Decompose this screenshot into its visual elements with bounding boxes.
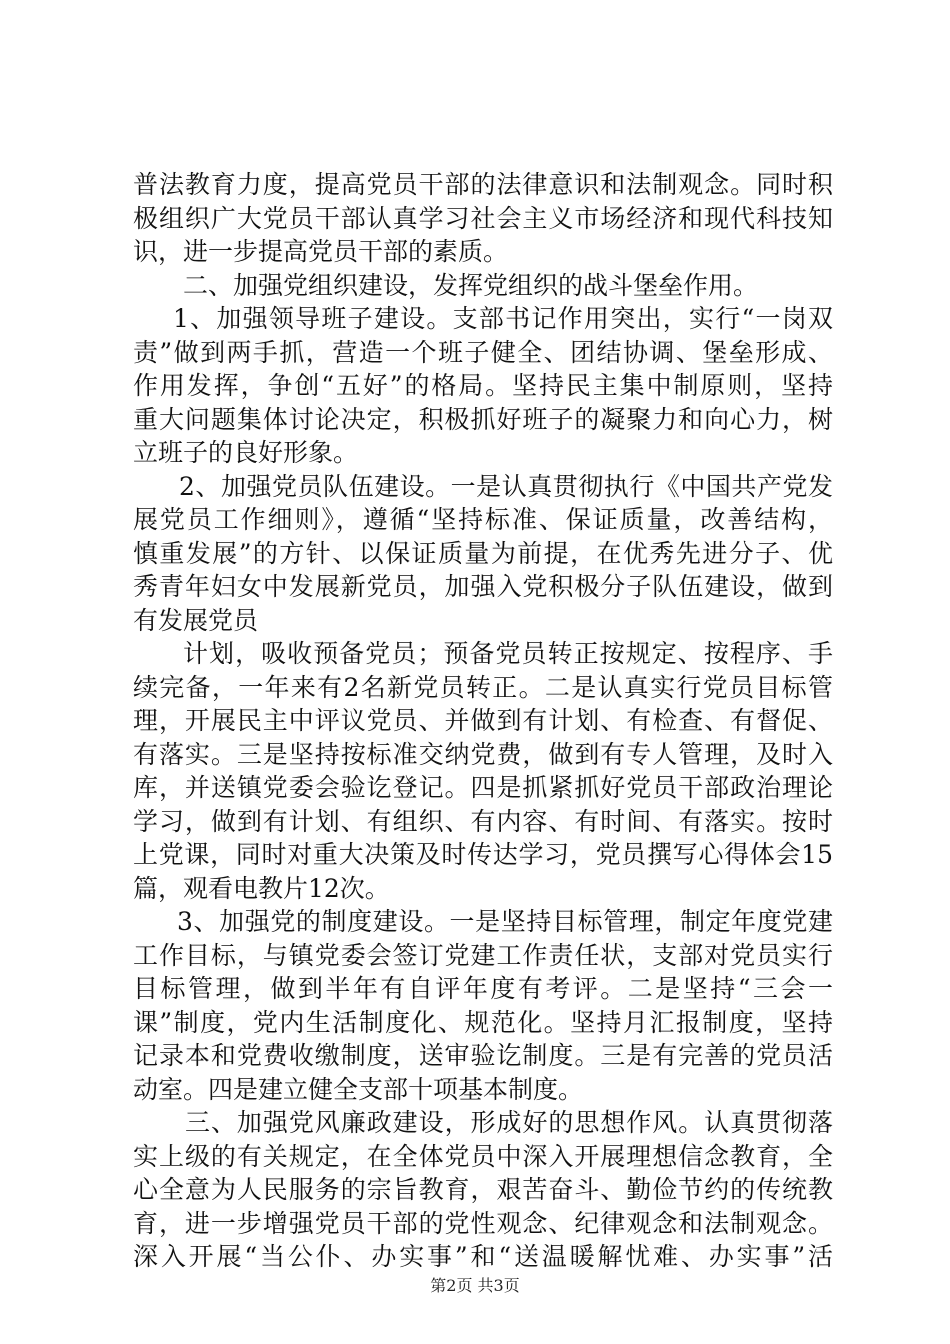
text-line: 秀青年妇女中发展新党员，加强入党积极分子队伍建设，做到	[133, 572, 833, 601]
text-line: 目标管理，做到半年有自评年度有考评。二是坚持“三会一	[133, 974, 833, 1003]
text-line: 普法教育力度，提高党员干部的法律意识和法制观念。同时积	[133, 170, 833, 199]
text-line: 慎重发展”的方针、以保证质量为前提，在优秀先进分子、优	[133, 538, 833, 568]
text-line: 工作目标，与镇党委会签订党建工作责任状，支部对党员实行	[133, 940, 833, 970]
text-line: 动室。四是建立健全支部十项基本制度。	[133, 1074, 584, 1104]
document-body	[133, 168, 833, 1274]
text-line: 责”做到两手抓，营造一个班子健全、团结协调、堡垒形成、	[133, 337, 833, 367]
text-line: 有落实。三是坚持按标准交纳党费，做到有专人管理，及时入	[133, 739, 833, 769]
text-line: 1、加强领导班子建设。支部书记作用突出，实行“一岗双	[173, 304, 833, 333]
text-line: 有发展党员	[133, 605, 259, 635]
text-line: 立班子的良好形象。	[133, 438, 359, 467]
text-line: 续完备，一年来有2名新党员转正。二是认真实行党员目标管	[133, 672, 833, 702]
text-line: 作用发挥，争创“五好”的格局。坚持民主集中制原则，坚持	[133, 371, 833, 400]
text-line: 展党员工作细则》，遵循“坚持标准、保证质量，改善结构，	[133, 505, 833, 534]
text-line: 课”制度，党内生活制度化、规范化。坚持月汇报制度，坚持	[133, 1007, 833, 1037]
text-line: 三、加强党风廉政建设，形成好的思想作风。认真贯彻落	[185, 1108, 833, 1137]
text-line: 极组织广大党员干部认真学习社会主义市场经济和现代科技知	[133, 203, 833, 233]
text-line: 记录本和党费收缴制度，送审验讫制度。三是有完善的党员活	[133, 1041, 833, 1070]
text-line: 3、加强党的制度建设。一是坚持目标管理，制定年度党建	[177, 907, 833, 936]
text-line: 心全意为人民服务的宗旨教育，艰苦奋斗、勤俭节约的传统教	[133, 1175, 833, 1204]
text-line: 二、加强党组织建设，发挥党组织的战斗堡垒作用。	[183, 270, 759, 300]
text-line: 上党课，同时对重大决策及时传达学习，党员撰写心得体会15	[133, 840, 833, 869]
text-line: 实上级的有关规定，在全体党员中深入开展理想信念教育，全	[133, 1141, 833, 1171]
text-line: 2、加强党员队伍建设。一是认真贯彻执行《中国共产党发	[179, 471, 833, 501]
text-line: 学习，做到有计划、有组织、有内容、有时间、有落实。按时	[133, 806, 833, 836]
page-number-footer: 第2页 共3页	[430, 1276, 520, 1295]
text-line: 识，进一步提高党员干部的素质。	[133, 237, 509, 266]
text-line: 篇，观看电教片12次。	[133, 873, 390, 903]
text-line: 深入开展“当公仆、办实事”和“送温暖解忧难、办实事”活	[133, 1242, 833, 1271]
text-line: 理，开展民主中评议党员、并做到有计划、有检查、有督促、	[133, 706, 833, 735]
text-line: 计划，吸收预备党员；预备党员转正按规定、按程序、手	[183, 639, 833, 668]
text-line: 重大问题集体讨论决定，积极抓好班子的凝聚力和向心力，树	[133, 404, 833, 434]
text-line: 育，进一步增强党员干部的党性观念、纪律观念和法制观念。	[133, 1208, 833, 1238]
text-line: 库，并送镇党委会验讫登记。四是抓紧抓好党员干部政治理论	[133, 773, 833, 802]
